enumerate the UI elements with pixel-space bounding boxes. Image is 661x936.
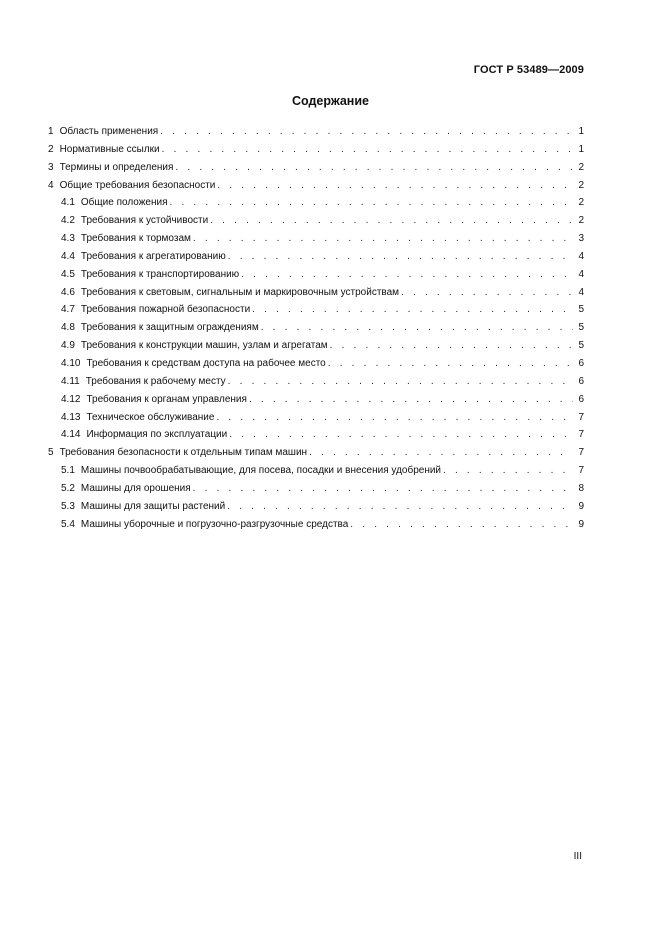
toc-entry-number: 4.3 bbox=[61, 233, 75, 245]
toc-entry[interactable] bbox=[48, 144, 584, 162]
toc-entry[interactable] bbox=[48, 322, 584, 340]
toc-entry-title: Требования к конструкции машин, узлам и агрегатам bbox=[80, 340, 328, 352]
toc-leader-dots bbox=[330, 340, 573, 352]
toc-leader-dots bbox=[216, 412, 573, 424]
toc-heading: Содержание bbox=[291, 94, 369, 108]
toc-entry-title: Машины для орошения bbox=[80, 482, 191, 494]
toc-entry-page: 9 bbox=[578, 500, 584, 512]
toc-entry-page: 1 bbox=[578, 126, 584, 137]
toc-leader-dots bbox=[241, 269, 573, 281]
toc-entry-page: 6 bbox=[578, 375, 584, 387]
toc-entry[interactable] bbox=[48, 429, 584, 447]
toc-leader-dots bbox=[228, 251, 573, 263]
toc-leader-dots bbox=[309, 447, 573, 459]
toc-entry-title: Нормативные ссылки bbox=[59, 143, 160, 155]
toc-entry-page: 7 bbox=[578, 447, 584, 459]
toc-entry-title: Общие требования безопасности bbox=[59, 179, 216, 191]
toc-leader-dots bbox=[162, 144, 573, 156]
table-of-contents bbox=[48, 126, 584, 536]
page-number: III bbox=[573, 851, 582, 862]
toc-entry-page: 6 bbox=[578, 393, 584, 405]
toc-entry-page: 2 bbox=[578, 215, 584, 227]
toc-entry-title: Общие положения bbox=[80, 197, 168, 209]
toc-entry-title: Требования к органам управления bbox=[86, 393, 247, 405]
toc-leader-dots bbox=[350, 519, 573, 531]
toc-entry[interactable] bbox=[48, 412, 584, 430]
toc-entry-number: 5.2 bbox=[61, 482, 75, 494]
toc-entry-page: 7 bbox=[578, 465, 584, 477]
toc-entry[interactable] bbox=[48, 126, 584, 144]
toc-entry[interactable] bbox=[48, 358, 584, 376]
toc-leader-dots bbox=[193, 233, 573, 245]
toc-entry-page: 3 bbox=[578, 233, 584, 245]
toc-leader-dots bbox=[401, 287, 573, 299]
toc-entry-number: 4.10 bbox=[61, 357, 81, 369]
toc-entry-title: Машины почвообрабатывающие, для посева, посадки и внесения удобрений bbox=[80, 465, 442, 477]
toc-entry-number: 3 bbox=[48, 161, 54, 173]
toc-entry-number: 4.7 bbox=[61, 304, 75, 316]
toc-entry-number: 4.9 bbox=[61, 340, 75, 352]
toc-entry-page: 6 bbox=[578, 357, 584, 369]
toc-entry[interactable] bbox=[48, 465, 584, 483]
toc-leader-dots bbox=[249, 394, 573, 406]
toc-entry-title: Требования к тормозам bbox=[80, 233, 191, 245]
toc-entry-page: 2 bbox=[578, 179, 584, 191]
toc-entry-title: Требования к рабочему месту bbox=[85, 375, 226, 387]
toc-leader-dots bbox=[261, 322, 573, 334]
toc-entry-page: 2 bbox=[578, 161, 584, 173]
toc-entry-number: 2 bbox=[48, 143, 54, 155]
toc-entry-title: Машины уборочные и погрузочно-разгрузочные средства bbox=[80, 518, 349, 530]
toc-entry[interactable] bbox=[48, 162, 584, 180]
toc-leader-dots bbox=[228, 376, 573, 388]
toc-entry-page: 5 bbox=[578, 340, 584, 352]
toc-entry-number: 4 bbox=[48, 179, 54, 191]
toc-entry[interactable] bbox=[48, 215, 584, 233]
toc-entry-page: 4 bbox=[578, 286, 584, 298]
toc-entry-title: Требования пожарной безопасности bbox=[80, 304, 251, 316]
toc-entry-title: Требования к световым, сигнальным и маркировочным устройствам bbox=[80, 286, 400, 298]
toc-entry-title: Информация по эксплуатации bbox=[86, 429, 228, 441]
toc-entry-number: 1 bbox=[48, 126, 54, 137]
toc-entry-number: 5.1 bbox=[61, 465, 75, 477]
toc-entry-number: 4.13 bbox=[61, 411, 81, 423]
toc-entry-title: Область применения bbox=[59, 126, 159, 137]
toc-entry-number: 4.14 bbox=[61, 429, 81, 441]
toc-leader-dots bbox=[252, 304, 573, 316]
toc-entry-number: 5 bbox=[48, 447, 54, 459]
toc-entry-title: Требования к устойчивости bbox=[80, 215, 209, 227]
toc-entry[interactable] bbox=[48, 483, 584, 501]
toc-leader-dots bbox=[193, 483, 573, 495]
toc-entry[interactable] bbox=[48, 340, 584, 358]
toc-entry[interactable] bbox=[48, 447, 584, 465]
toc-leader-dots bbox=[443, 465, 573, 477]
toc-entry-page: 2 bbox=[578, 197, 584, 209]
toc-entry[interactable] bbox=[48, 304, 584, 322]
toc-entry-number: 5.4 bbox=[61, 518, 75, 530]
toc-entry-title: Термины и определения bbox=[59, 161, 174, 173]
toc-leader-dots bbox=[328, 358, 573, 370]
toc-entry-title: Машины для защиты растений bbox=[80, 500, 226, 512]
toc-leader-dots bbox=[229, 429, 573, 441]
toc-entry-title: Требования к агрегатированию bbox=[80, 250, 226, 262]
toc-entry-number: 5.3 bbox=[61, 500, 75, 512]
toc-entry[interactable] bbox=[48, 269, 584, 287]
toc-entry-number: 4.12 bbox=[61, 393, 81, 405]
toc-entry[interactable] bbox=[48, 180, 584, 198]
toc-entry-number: 4.11 bbox=[61, 375, 80, 387]
toc-entry-number: 4.5 bbox=[61, 268, 75, 280]
toc-leader-dots bbox=[227, 501, 573, 513]
toc-entry-number: 4.8 bbox=[61, 322, 75, 334]
toc-entry-page: 5 bbox=[578, 304, 584, 316]
toc-entry-number: 4.6 bbox=[61, 286, 75, 298]
toc-entry[interactable] bbox=[48, 376, 584, 394]
toc-entry-title: Требования к защитным ограждениям bbox=[80, 322, 259, 334]
toc-entry[interactable] bbox=[48, 197, 584, 215]
toc-entry-number: 4.1 bbox=[61, 197, 75, 209]
toc-leader-dots bbox=[210, 215, 573, 227]
toc-leader-dots bbox=[217, 180, 573, 192]
toc-entry-page: 8 bbox=[578, 482, 584, 494]
toc-entry-page: 4 bbox=[578, 268, 584, 280]
toc-entry-title: Требования к транспортированию bbox=[80, 268, 240, 280]
toc-entry[interactable] bbox=[48, 519, 584, 537]
toc-entry-page: 1 bbox=[578, 143, 584, 155]
toc-entry-number: 4.2 bbox=[61, 215, 75, 227]
toc-entry-number: 4.4 bbox=[61, 250, 75, 262]
toc-leader-dots bbox=[175, 162, 573, 174]
toc-leader-dots bbox=[170, 197, 574, 209]
toc-entry-page: 4 bbox=[578, 250, 584, 262]
toc-entry[interactable] bbox=[48, 501, 584, 519]
toc-entry-title: Техническое обслуживание bbox=[86, 411, 215, 423]
toc-entry-page: 5 bbox=[578, 322, 584, 334]
toc-entry[interactable] bbox=[48, 287, 584, 305]
document-code: ГОСТ Р 53489—2009 bbox=[473, 64, 584, 76]
toc-entry[interactable] bbox=[48, 394, 584, 412]
toc-entry-page: 9 bbox=[578, 518, 584, 530]
toc-entry[interactable] bbox=[48, 251, 584, 269]
toc-entry-page: 7 bbox=[578, 411, 584, 423]
toc-entry-title: Требования безопасности к отдельным типам машин bbox=[59, 447, 308, 459]
toc-entry-page: 7 bbox=[578, 429, 584, 441]
toc-entry-title: Требования к средствам доступа на рабочее место bbox=[86, 357, 326, 369]
toc-entry[interactable] bbox=[48, 233, 584, 251]
toc-leader-dots bbox=[160, 126, 573, 138]
